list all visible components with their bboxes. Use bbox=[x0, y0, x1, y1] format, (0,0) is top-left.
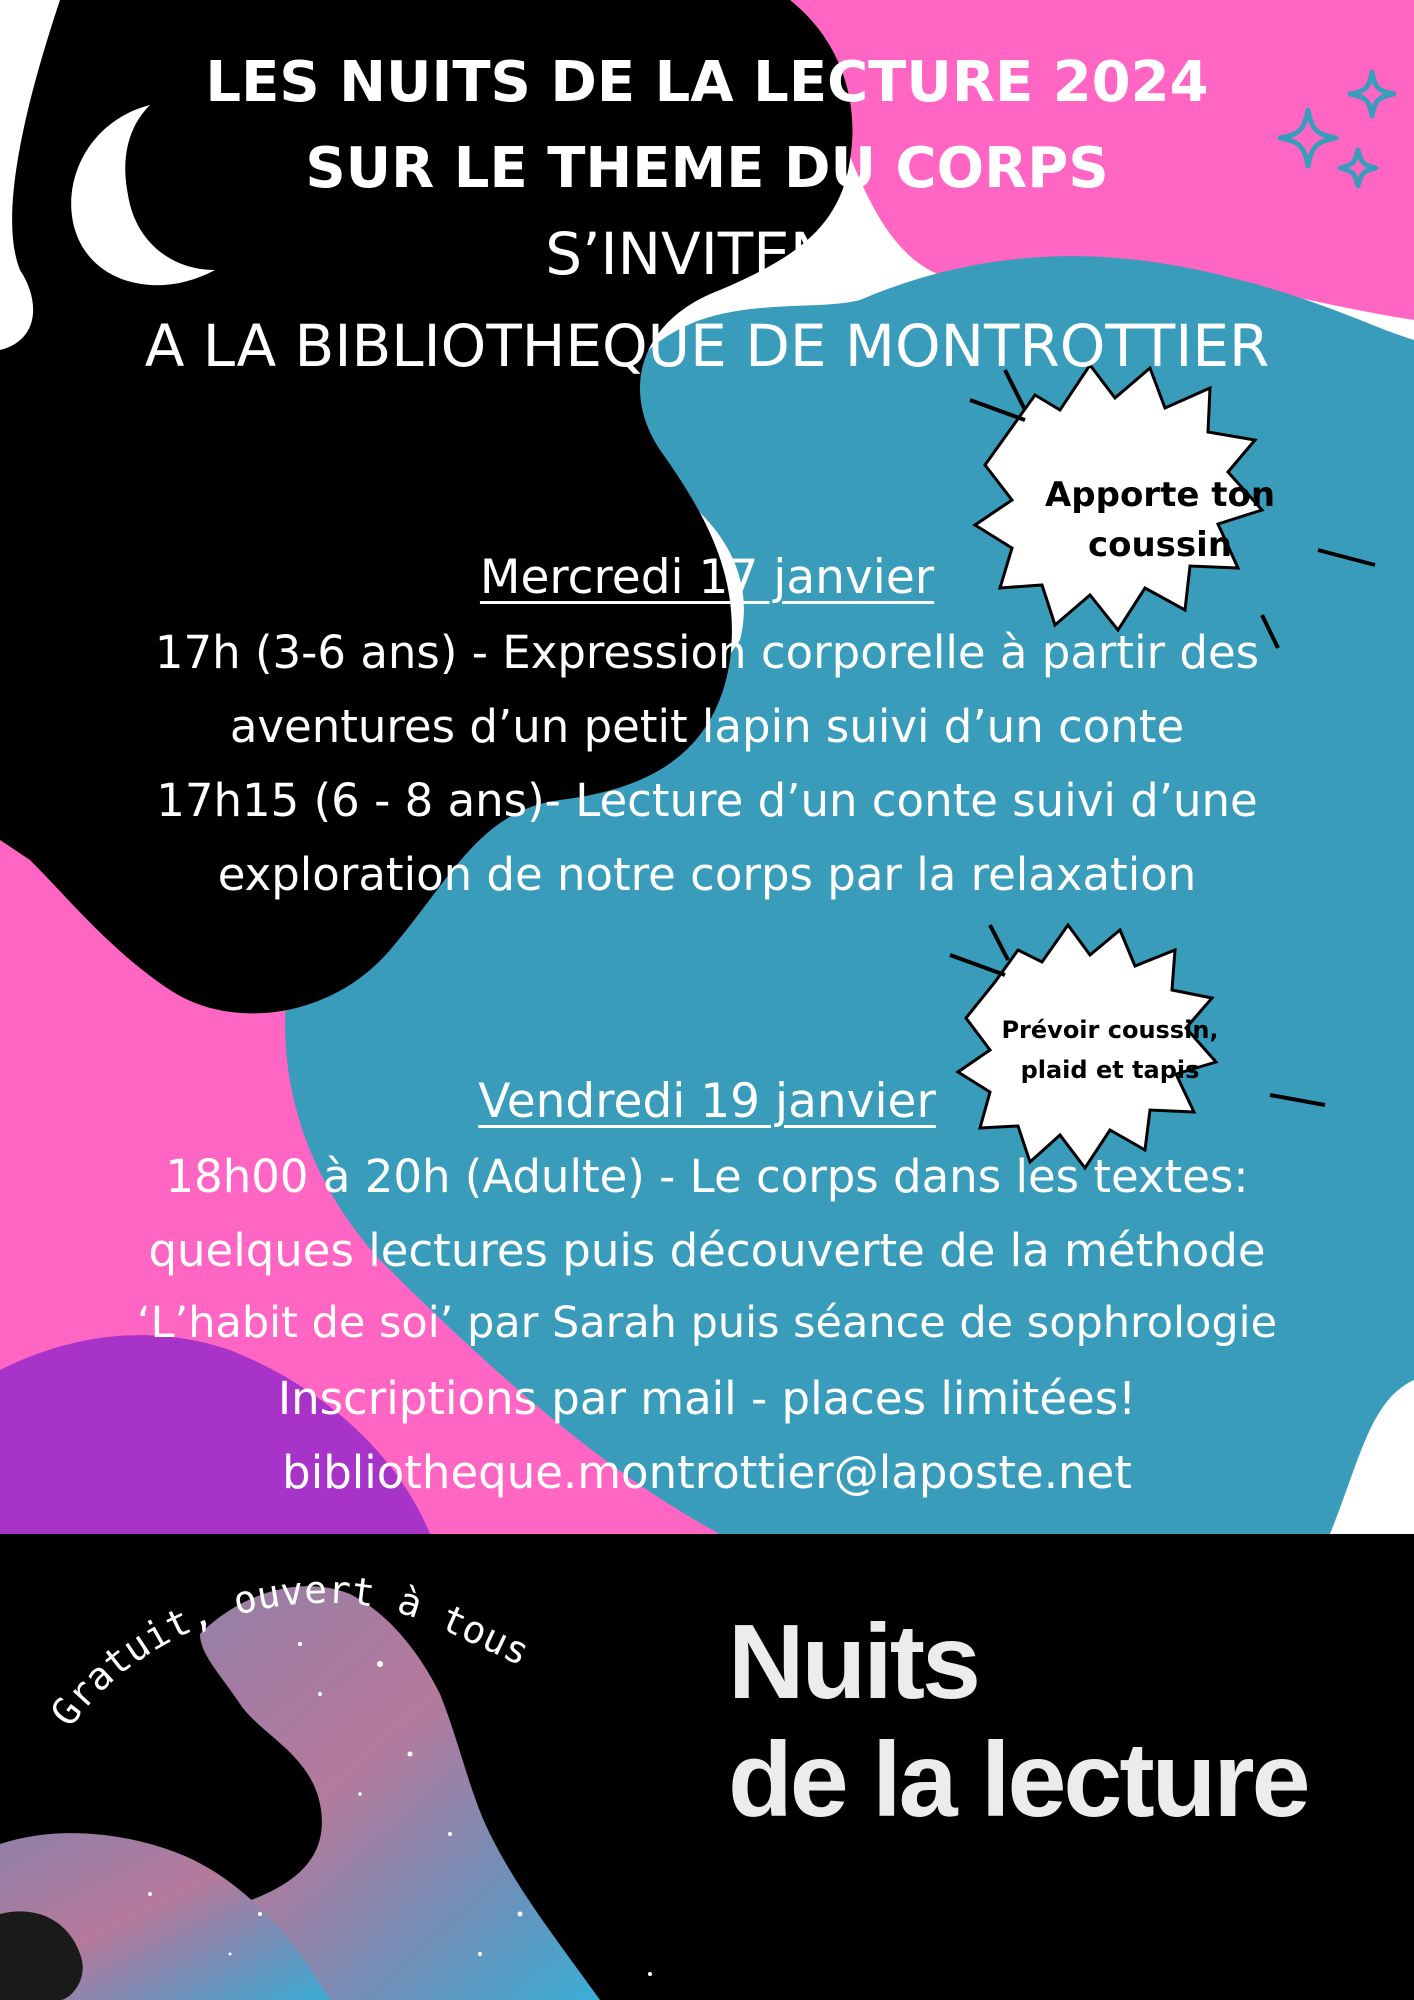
event-2-line-4: Inscriptions par mail - places limitées! bbox=[277, 1372, 1137, 1425]
event-2-email[interactable]: bibliotheque.montrottier@laposte.net bbox=[282, 1446, 1132, 1499]
reader-silhouette-illustration bbox=[0, 1534, 720, 2000]
burst-note-1-line-1: Apporte ton bbox=[1044, 475, 1276, 515]
event-2-date: Vendredi 19 janvier bbox=[478, 1074, 936, 1129]
title-line-1: LES NUITS DE LA LECTURE 2024 bbox=[205, 50, 1209, 115]
burst-note-1-line-2: coussin bbox=[1087, 525, 1233, 565]
logo-line-1: Nuits bbox=[728, 1603, 978, 1721]
event-1-line-4: exploration de notre corps par la relaxation bbox=[217, 848, 1197, 901]
burst-note-2-line-2: plaid et tapis bbox=[1020, 1056, 1200, 1084]
footer-curved-text: Gratuit, ouvert à tous bbox=[42, 1567, 537, 1735]
event-1-line-2: aventures d’un petit lapin suivi d’un conte bbox=[229, 700, 1185, 753]
event-1-line-1: 17h (3-6 ans) - Expression corporelle à partir des bbox=[154, 626, 1260, 679]
event-2-line-1: 18h00 à 20h (Adulte) - Le corps dans les textes: bbox=[165, 1150, 1249, 1203]
title-line-2: SUR LE THEME DU CORPS bbox=[305, 136, 1109, 201]
event-1-line-3: 17h15 (6 - 8 ans)- Lecture d’un conte suivi d’une bbox=[156, 774, 1258, 827]
footer-banner bbox=[0, 1534, 1414, 2000]
burst-note-2-line-1: Prévoir coussin, bbox=[1001, 1016, 1219, 1044]
title-line-4: A LA BIBLIOTHEQUE DE MONTROTTIER bbox=[144, 312, 1270, 380]
event-1-date: Mercredi 17 janvier bbox=[479, 550, 935, 605]
logo-line-2: de la lecture bbox=[728, 1721, 1308, 1839]
event-2-line-2: quelques lectures puis découverte de la méthode bbox=[148, 1224, 1266, 1277]
title-line-3: S’INVITENT bbox=[545, 220, 869, 288]
event-2-line-3: ‘L’habit de soi’ par Sarah puis séance de sophrologie bbox=[136, 1298, 1278, 1348]
